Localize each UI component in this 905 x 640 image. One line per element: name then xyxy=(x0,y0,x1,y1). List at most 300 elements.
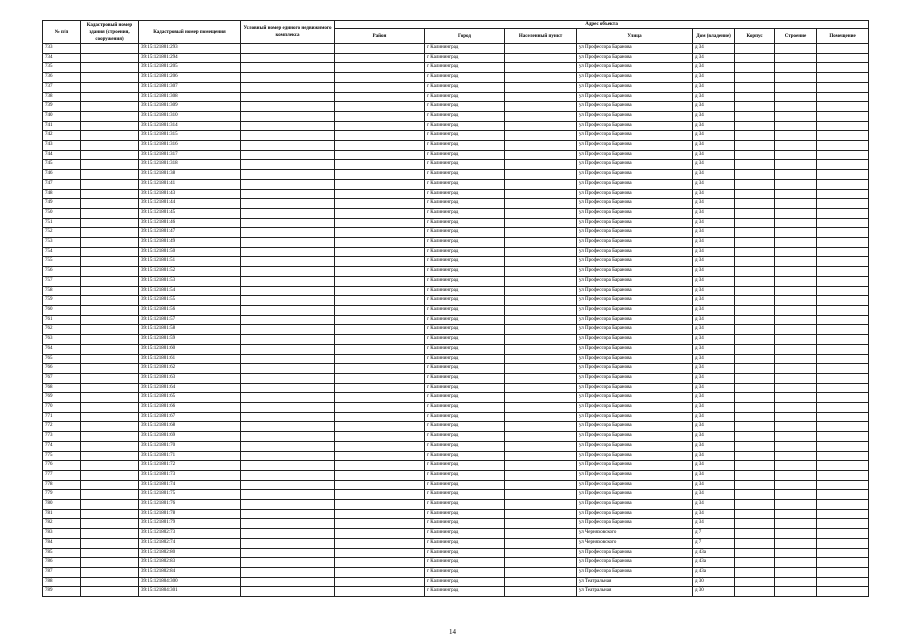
house-cell: д 34 xyxy=(693,393,735,403)
row-number-cell: 771 xyxy=(43,412,81,422)
page-number: 14 xyxy=(449,628,456,636)
header-korpus: Корпус xyxy=(735,29,775,44)
building-cadastral-cell xyxy=(81,354,139,364)
house-cell: д 34 xyxy=(693,490,735,500)
street-cell: ул Профессора Баранова xyxy=(577,373,693,383)
row-number-cell: 745 xyxy=(43,160,81,170)
pomeshchenie-cell xyxy=(817,315,869,325)
pomeshchenie-cell xyxy=(817,529,869,539)
pomeshchenie-cell xyxy=(817,218,869,228)
header-room-cadastral: Кадастровый номер помещения xyxy=(139,21,241,44)
street-cell: ул Профессора Баранова xyxy=(577,199,693,209)
city-cell: г Калининград xyxy=(425,82,505,92)
district-cell xyxy=(335,567,425,577)
complex-number-cell xyxy=(241,73,335,83)
row-number-cell: 759 xyxy=(43,296,81,306)
header-settlement: Населенный пункт xyxy=(505,29,577,44)
district-cell xyxy=(335,179,425,189)
street-cell: ул Театральная xyxy=(577,577,693,587)
settlement-cell xyxy=(505,500,577,510)
district-cell xyxy=(335,364,425,374)
table-row xyxy=(43,286,869,296)
house-cell: д 34 xyxy=(693,480,735,490)
room-cadastral-cell: 39:15:121801:41 xyxy=(139,179,241,189)
pomeshchenie-cell xyxy=(817,305,869,315)
table-row xyxy=(43,141,869,151)
room-cadastral-cell: 39:15:121801:59 xyxy=(139,335,241,345)
building-cadastral-cell xyxy=(81,286,139,296)
pomeshchenie-cell xyxy=(817,577,869,587)
district-cell xyxy=(335,354,425,364)
complex-number-cell xyxy=(241,509,335,519)
pomeshchenie-cell xyxy=(817,548,869,558)
pomeshchenie-cell xyxy=(817,267,869,277)
table-row xyxy=(43,150,869,160)
district-cell xyxy=(335,189,425,199)
complex-number-cell xyxy=(241,432,335,442)
city-cell: г Калининград xyxy=(425,558,505,568)
pomeshchenie-cell xyxy=(817,412,869,422)
table-body xyxy=(43,44,869,597)
stroenie-cell xyxy=(775,393,817,403)
district-cell xyxy=(335,267,425,277)
complex-number-cell xyxy=(241,286,335,296)
stroenie-cell xyxy=(775,587,817,597)
row-number-cell: 755 xyxy=(43,257,81,267)
house-cell: д 43а xyxy=(693,567,735,577)
house-cell: д 34 xyxy=(693,150,735,160)
pomeshchenie-cell xyxy=(817,364,869,374)
complex-number-cell xyxy=(241,567,335,577)
district-cell xyxy=(335,92,425,102)
room-cadastral-cell: 39:15:121801:317 xyxy=(139,150,241,160)
room-cadastral-cell: 39:15:121801:75 xyxy=(139,490,241,500)
pomeshchenie-cell xyxy=(817,587,869,597)
city-cell: г Калининград xyxy=(425,131,505,141)
table-row xyxy=(43,257,869,267)
stroenie-cell xyxy=(775,228,817,238)
street-cell: ул Профессора Баранова xyxy=(577,548,693,558)
korpus-cell xyxy=(735,53,775,63)
registry-table xyxy=(42,20,869,597)
stroenie-cell xyxy=(775,63,817,73)
settlement-cell xyxy=(505,305,577,315)
room-cadastral-cell: 39:15:121801:206 xyxy=(139,73,241,83)
house-cell: д 34 xyxy=(693,364,735,374)
settlement-cell xyxy=(505,432,577,442)
stroenie-cell xyxy=(775,111,817,121)
table-row xyxy=(43,247,869,257)
building-cadastral-cell xyxy=(81,218,139,228)
house-cell: д 34 xyxy=(693,170,735,180)
street-cell: ул Профессора Баранова xyxy=(577,121,693,131)
house-cell: д 43а xyxy=(693,548,735,558)
table-row xyxy=(43,480,869,490)
row-number-cell: 734 xyxy=(43,53,81,63)
settlement-cell xyxy=(505,189,577,199)
pomeshchenie-cell xyxy=(817,160,869,170)
district-cell xyxy=(335,373,425,383)
house-cell: д 34 xyxy=(693,247,735,257)
building-cadastral-cell xyxy=(81,267,139,277)
room-cadastral-cell: 39:15:121801:316 xyxy=(139,141,241,151)
settlement-cell xyxy=(505,548,577,558)
complex-number-cell xyxy=(241,383,335,393)
city-cell: г Калининград xyxy=(425,141,505,151)
korpus-cell xyxy=(735,373,775,383)
table-row xyxy=(43,441,869,451)
settlement-cell xyxy=(505,121,577,131)
district-cell xyxy=(335,150,425,160)
room-cadastral-cell: 39:15:121801:57 xyxy=(139,315,241,325)
settlement-cell xyxy=(505,422,577,432)
city-cell: г Калининград xyxy=(425,53,505,63)
room-cadastral-cell: 39:15:121801:44 xyxy=(139,199,241,209)
settlement-cell xyxy=(505,160,577,170)
korpus-cell xyxy=(735,383,775,393)
house-cell: д 34 xyxy=(693,160,735,170)
city-cell: г Калининград xyxy=(425,335,505,345)
table-row xyxy=(43,170,869,180)
pomeshchenie-cell xyxy=(817,490,869,500)
complex-number-cell xyxy=(241,548,335,558)
city-cell: г Калининград xyxy=(425,344,505,354)
stroenie-cell xyxy=(775,461,817,471)
room-cadastral-cell: 39:15:121801:38 xyxy=(139,170,241,180)
settlement-cell xyxy=(505,315,577,325)
house-cell: д 43а xyxy=(693,558,735,568)
pomeshchenie-cell xyxy=(817,470,869,480)
table-row xyxy=(43,53,869,63)
district-cell xyxy=(335,344,425,354)
pomeshchenie-cell xyxy=(817,451,869,461)
pomeshchenie-cell xyxy=(817,383,869,393)
settlement-cell xyxy=(505,228,577,238)
city-cell: г Калининград xyxy=(425,189,505,199)
settlement-cell xyxy=(505,451,577,461)
street-cell: ул Профессора Баранова xyxy=(577,296,693,306)
room-cadastral-cell: 39:15:121801:62 xyxy=(139,364,241,374)
row-number-cell: 765 xyxy=(43,354,81,364)
building-cadastral-cell xyxy=(81,461,139,471)
table-row xyxy=(43,373,869,383)
building-cadastral-cell xyxy=(81,131,139,141)
complex-number-cell xyxy=(241,208,335,218)
complex-number-cell xyxy=(241,529,335,539)
district-cell xyxy=(335,121,425,131)
korpus-cell xyxy=(735,141,775,151)
complex-number-cell xyxy=(241,538,335,548)
korpus-cell xyxy=(735,470,775,480)
street-cell: ул Черняховского xyxy=(577,529,693,539)
complex-number-cell xyxy=(241,170,335,180)
street-cell: ул Профессора Баранова xyxy=(577,403,693,413)
settlement-cell xyxy=(505,538,577,548)
building-cadastral-cell xyxy=(81,364,139,374)
pomeshchenie-cell xyxy=(817,509,869,519)
complex-number-cell xyxy=(241,131,335,141)
house-cell: д 34 xyxy=(693,73,735,83)
building-cadastral-cell xyxy=(81,111,139,121)
district-cell xyxy=(335,451,425,461)
complex-number-cell xyxy=(241,53,335,63)
pomeshchenie-cell xyxy=(817,441,869,451)
stroenie-cell xyxy=(775,344,817,354)
settlement-cell xyxy=(505,179,577,189)
stroenie-cell xyxy=(775,335,817,345)
house-cell: д 34 xyxy=(693,335,735,345)
row-number-cell: 789 xyxy=(43,587,81,597)
settlement-cell xyxy=(505,441,577,451)
street-cell: ул Профессора Баранова xyxy=(577,500,693,510)
table-row xyxy=(43,335,869,345)
settlement-cell xyxy=(505,238,577,248)
house-cell: д 34 xyxy=(693,276,735,286)
complex-number-cell xyxy=(241,315,335,325)
settlement-cell xyxy=(505,102,577,112)
row-number-cell: 743 xyxy=(43,141,81,151)
building-cadastral-cell xyxy=(81,577,139,587)
row-number-cell: 774 xyxy=(43,441,81,451)
table-row xyxy=(43,218,869,228)
row-number-cell: 749 xyxy=(43,199,81,209)
header-house: Дом (владение) xyxy=(693,29,735,44)
settlement-cell xyxy=(505,325,577,335)
korpus-cell xyxy=(735,500,775,510)
stroenie-cell xyxy=(775,470,817,480)
korpus-cell xyxy=(735,519,775,529)
table-row xyxy=(43,490,869,500)
table-row xyxy=(43,276,869,286)
district-cell xyxy=(335,63,425,73)
house-cell: д 34 xyxy=(693,218,735,228)
district-cell xyxy=(335,238,425,248)
complex-number-cell xyxy=(241,480,335,490)
pomeshchenie-cell xyxy=(817,92,869,102)
pomeshchenie-cell xyxy=(817,111,869,121)
room-cadastral-cell: 39:15:121802:84 xyxy=(139,567,241,577)
city-cell: г Калининград xyxy=(425,364,505,374)
korpus-cell xyxy=(735,461,775,471)
settlement-cell xyxy=(505,470,577,480)
table-row xyxy=(43,82,869,92)
street-cell: ул Профессора Баранова xyxy=(577,92,693,102)
row-number-cell: 767 xyxy=(43,373,81,383)
pomeshchenie-cell xyxy=(817,199,869,209)
stroenie-cell xyxy=(775,403,817,413)
settlement-cell xyxy=(505,111,577,121)
building-cadastral-cell xyxy=(81,538,139,548)
row-number-cell: 756 xyxy=(43,267,81,277)
district-cell xyxy=(335,577,425,587)
room-cadastral-cell: 39:15:121801:68 xyxy=(139,422,241,432)
stroenie-cell xyxy=(775,412,817,422)
city-cell: г Калининград xyxy=(425,247,505,257)
settlement-cell xyxy=(505,344,577,354)
house-cell: д 34 xyxy=(693,383,735,393)
building-cadastral-cell xyxy=(81,199,139,209)
complex-number-cell xyxy=(241,577,335,587)
stroenie-cell xyxy=(775,218,817,228)
house-cell: д 34 xyxy=(693,286,735,296)
complex-number-cell xyxy=(241,470,335,480)
district-cell xyxy=(335,383,425,393)
complex-number-cell xyxy=(241,247,335,257)
building-cadastral-cell xyxy=(81,141,139,151)
street-cell: ул Профессора Баранова xyxy=(577,257,693,267)
settlement-cell xyxy=(505,567,577,577)
street-cell: ул Профессора Баранова xyxy=(577,393,693,403)
room-cadastral-cell: 39:15:121801:50 xyxy=(139,247,241,257)
table-row xyxy=(43,92,869,102)
city-cell: г Калининград xyxy=(425,548,505,558)
building-cadastral-cell xyxy=(81,432,139,442)
building-cadastral-cell xyxy=(81,373,139,383)
stroenie-cell xyxy=(775,538,817,548)
pomeshchenie-cell xyxy=(817,131,869,141)
korpus-cell xyxy=(735,403,775,413)
room-cadastral-cell: 39:15:121801:71 xyxy=(139,451,241,461)
settlement-cell xyxy=(505,267,577,277)
pomeshchenie-cell xyxy=(817,247,869,257)
stroenie-cell xyxy=(775,150,817,160)
city-cell: г Калининград xyxy=(425,441,505,451)
street-cell: ул Профессора Баранова xyxy=(577,383,693,393)
korpus-cell xyxy=(735,364,775,374)
city-cell: г Калининград xyxy=(425,150,505,160)
settlement-cell xyxy=(505,393,577,403)
stroenie-cell xyxy=(775,267,817,277)
row-number-cell: 787 xyxy=(43,567,81,577)
house-cell: д 34 xyxy=(693,199,735,209)
stroenie-cell xyxy=(775,509,817,519)
complex-number-cell xyxy=(241,373,335,383)
stroenie-cell xyxy=(775,354,817,364)
header-stroenie: Строение xyxy=(775,29,817,44)
settlement-cell xyxy=(505,170,577,180)
pomeshchenie-cell xyxy=(817,344,869,354)
settlement-cell xyxy=(505,218,577,228)
korpus-cell xyxy=(735,267,775,277)
korpus-cell xyxy=(735,121,775,131)
stroenie-cell xyxy=(775,160,817,170)
house-cell: д 34 xyxy=(693,92,735,102)
complex-number-cell xyxy=(241,412,335,422)
row-number-cell: 751 xyxy=(43,218,81,228)
settlement-cell xyxy=(505,461,577,471)
city-cell: г Калининград xyxy=(425,354,505,364)
row-number-cell: 744 xyxy=(43,150,81,160)
city-cell: г Калининград xyxy=(425,179,505,189)
building-cadastral-cell xyxy=(81,160,139,170)
district-cell xyxy=(335,470,425,480)
city-cell: г Калининград xyxy=(425,315,505,325)
house-cell: д 34 xyxy=(693,267,735,277)
city-cell: г Калининград xyxy=(425,102,505,112)
street-cell: ул Профессора Баранова xyxy=(577,53,693,63)
korpus-cell xyxy=(735,286,775,296)
district-cell xyxy=(335,461,425,471)
korpus-cell xyxy=(735,548,775,558)
building-cadastral-cell xyxy=(81,422,139,432)
row-number-cell: 752 xyxy=(43,228,81,238)
complex-number-cell xyxy=(241,587,335,597)
street-cell: ул Профессора Баранова xyxy=(577,441,693,451)
district-cell xyxy=(335,160,425,170)
pomeshchenie-cell xyxy=(817,567,869,577)
row-number-cell: 773 xyxy=(43,432,81,442)
city-cell: г Калининград xyxy=(425,480,505,490)
row-number-cell: 750 xyxy=(43,208,81,218)
stroenie-cell xyxy=(775,131,817,141)
room-cadastral-cell: 39:15:121801:61 xyxy=(139,354,241,364)
building-cadastral-cell xyxy=(81,451,139,461)
district-cell xyxy=(335,335,425,345)
district-cell xyxy=(335,276,425,286)
korpus-cell xyxy=(735,150,775,160)
city-cell: г Калининград xyxy=(425,276,505,286)
complex-number-cell xyxy=(241,44,335,54)
korpus-cell xyxy=(735,179,775,189)
house-cell: д 34 xyxy=(693,121,735,131)
house-cell: д 34 xyxy=(693,141,735,151)
stroenie-cell xyxy=(775,567,817,577)
table-row xyxy=(43,432,869,442)
district-cell xyxy=(335,296,425,306)
pomeshchenie-cell xyxy=(817,335,869,345)
table-row xyxy=(43,325,869,335)
complex-number-cell xyxy=(241,393,335,403)
settlement-cell xyxy=(505,276,577,286)
district-cell xyxy=(335,587,425,597)
table-row xyxy=(43,538,869,548)
pomeshchenie-cell xyxy=(817,82,869,92)
complex-number-cell xyxy=(241,102,335,112)
settlement-cell xyxy=(505,296,577,306)
korpus-cell xyxy=(735,567,775,577)
house-cell: д 34 xyxy=(693,315,735,325)
street-cell: ул Профессора Баранова xyxy=(577,228,693,238)
korpus-cell xyxy=(735,92,775,102)
room-cadastral-cell: 39:15:121801:308 xyxy=(139,92,241,102)
room-cadastral-cell: 39:15:121801:76 xyxy=(139,500,241,510)
complex-number-cell xyxy=(241,519,335,529)
building-cadastral-cell xyxy=(81,92,139,102)
row-number-cell: 761 xyxy=(43,315,81,325)
row-number-cell: 733 xyxy=(43,44,81,54)
district-cell xyxy=(335,286,425,296)
row-number-cell: 737 xyxy=(43,82,81,92)
city-cell: г Калининград xyxy=(425,73,505,83)
street-cell: ул Профессора Баранова xyxy=(577,170,693,180)
building-cadastral-cell xyxy=(81,383,139,393)
korpus-cell xyxy=(735,102,775,112)
table-row xyxy=(43,315,869,325)
row-number-cell: 785 xyxy=(43,548,81,558)
korpus-cell xyxy=(735,325,775,335)
complex-number-cell xyxy=(241,141,335,151)
room-cadastral-cell: 39:15:121801:67 xyxy=(139,412,241,422)
stroenie-cell xyxy=(775,141,817,151)
stroenie-cell xyxy=(775,44,817,54)
pomeshchenie-cell xyxy=(817,461,869,471)
room-cadastral-cell: 39:15:121801:307 xyxy=(139,82,241,92)
pomeshchenie-cell xyxy=(817,141,869,151)
room-cadastral-cell: 39:15:121801:55 xyxy=(139,296,241,306)
korpus-cell xyxy=(735,111,775,121)
korpus-cell xyxy=(735,63,775,73)
complex-number-cell xyxy=(241,451,335,461)
